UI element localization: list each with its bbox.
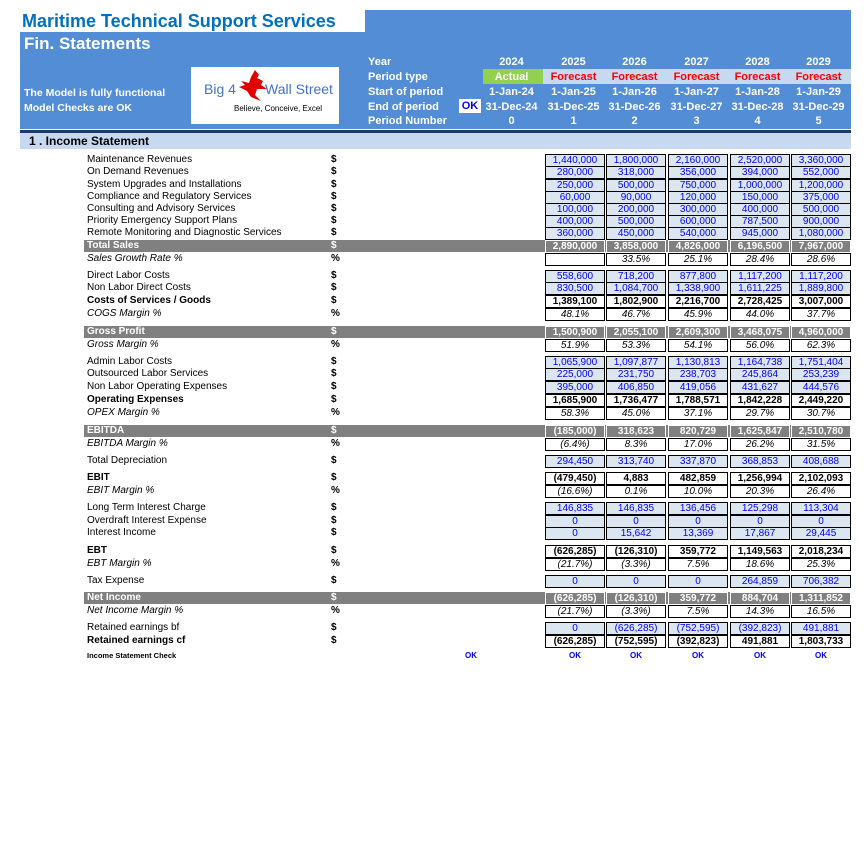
row-label: Priority Emergency Support Plans xyxy=(87,215,238,226)
table-cell[interactable]: 787,500 xyxy=(730,215,790,228)
row-label: EBITDA Margin % xyxy=(87,438,168,449)
table-cell[interactable]: 877,800 xyxy=(668,270,728,283)
table-cell: 2,216,700 xyxy=(668,295,728,308)
table-cell[interactable]: 294,450 xyxy=(545,455,605,468)
table-cell: 359,772 xyxy=(668,545,728,558)
period-year-3: 2027 xyxy=(684,56,709,68)
table-cell: (752,595) xyxy=(606,635,666,648)
label-start-period: Start of period xyxy=(368,86,444,98)
logo-text-right: Wall Street xyxy=(265,81,333,97)
table-cell[interactable]: 13,369 xyxy=(668,527,728,540)
table-cell[interactable]: 1,751,404 xyxy=(791,356,851,369)
sheet-title: Fin. Statements xyxy=(24,34,151,53)
table-cell[interactable]: 120,000 xyxy=(668,191,728,204)
row-label: OPEX Margin % xyxy=(87,407,160,418)
table-cell[interactable]: 200,000 xyxy=(606,203,666,216)
table-cell: (6.4%) xyxy=(545,438,605,451)
table-cell: 3,468,075 xyxy=(730,326,790,339)
period-start-4: 1-Jan-28 xyxy=(735,86,780,98)
table-cell[interactable]: 1,164,738 xyxy=(730,356,790,369)
table-cell[interactable]: 225,000 xyxy=(545,368,605,381)
table-cell: 491,881 xyxy=(730,635,790,648)
table-cell[interactable]: 491,881 xyxy=(791,622,851,635)
table-cell[interactable]: 0 xyxy=(545,515,605,528)
table-cell: 1,500,900 xyxy=(545,326,605,339)
table-cell[interactable]: 0 xyxy=(545,622,605,635)
check-ok: OK xyxy=(630,651,642,660)
row-unit: $ xyxy=(331,575,337,586)
table-cell[interactable]: (392,823) xyxy=(730,622,790,635)
period-type-4: Forecast xyxy=(734,71,781,83)
period-start-5: 1-Jan-29 xyxy=(796,86,841,98)
table-cell[interactable]: 0 xyxy=(668,575,728,588)
table-cell: 10.0% xyxy=(668,485,728,498)
row-unit: % xyxy=(331,339,340,350)
table-cell: 7.5% xyxy=(668,605,728,618)
table-cell: 4,826,000 xyxy=(668,240,728,253)
period-year-4: 2028 xyxy=(745,56,770,68)
table-cell[interactable]: 1,117,200 xyxy=(730,270,790,283)
table-cell: 48.1% xyxy=(545,308,605,321)
table-cell[interactable]: 0 xyxy=(668,515,728,528)
table-cell[interactable]: 1,117,200 xyxy=(791,270,851,283)
table-cell[interactable]: 1,200,000 xyxy=(791,179,851,192)
check-ok: OK xyxy=(692,651,704,660)
row-label: EBIT Margin % xyxy=(87,485,155,496)
table-cell: 58.3% xyxy=(545,407,605,420)
table-cell: 884,704 xyxy=(730,592,790,605)
table-cell[interactable]: 0 xyxy=(791,515,851,528)
table-cell: 359,772 xyxy=(668,592,728,605)
table-cell: 1,685,900 xyxy=(545,394,605,407)
table-cell: 46.7% xyxy=(606,308,666,321)
period-year-0: 2024 xyxy=(499,56,524,68)
row-label: Interest Income xyxy=(87,527,156,538)
section-title: 1 . Income Statement xyxy=(29,134,150,148)
table-cell: 17.0% xyxy=(668,438,728,451)
table-cell[interactable]: 1,889,800 xyxy=(791,282,851,295)
table-cell[interactable]: 253,239 xyxy=(791,368,851,381)
row-unit: % xyxy=(331,253,340,264)
table-cell: 33.5% xyxy=(606,253,666,266)
row-label: Overdraft Interest Expense xyxy=(87,515,207,526)
period-year-5: 2029 xyxy=(806,56,831,68)
table-cell[interactable]: 500,000 xyxy=(791,203,851,216)
row-label: Direct Labor Costs xyxy=(87,270,170,281)
table-cell[interactable]: 1,440,000 xyxy=(545,154,605,167)
table-cell: (3.3%) xyxy=(606,605,666,618)
row-label: Total Depreciation xyxy=(87,455,168,466)
table-cell[interactable]: 318,000 xyxy=(606,166,666,179)
table-cell: 7,967,000 xyxy=(791,240,851,253)
table-cell[interactable]: 146,835 xyxy=(606,502,666,515)
table-cell[interactable]: 368,853 xyxy=(730,455,790,468)
table-cell: 14.3% xyxy=(730,605,790,618)
check-overall: OK xyxy=(465,651,477,660)
row-unit: % xyxy=(331,438,340,449)
row-unit: $ xyxy=(331,635,337,646)
table-cell: 26.4% xyxy=(791,485,851,498)
table-cell[interactable]: 431,627 xyxy=(730,381,790,394)
row-label: Outsourced Labor Services xyxy=(87,368,209,379)
table-cell: 37.1% xyxy=(668,407,728,420)
period-end-0: 31-Dec-24 xyxy=(485,101,538,113)
row-unit: $ xyxy=(331,592,337,603)
row-label: EBITDA xyxy=(87,425,125,436)
table-cell[interactable]: 400,000 xyxy=(545,215,605,228)
row-label: Costs of Services / Goods xyxy=(87,295,211,306)
table-cell[interactable]: 3,360,000 xyxy=(791,154,851,167)
section-header xyxy=(20,133,851,149)
table-cell[interactable]: 238,703 xyxy=(668,368,728,381)
table-cell[interactable]: 900,000 xyxy=(791,215,851,228)
table-cell[interactable]: 231,750 xyxy=(606,368,666,381)
period-number-4: 4 xyxy=(754,115,761,127)
table-cell[interactable]: 750,000 xyxy=(668,179,728,192)
table-cell[interactable]: 1,065,900 xyxy=(545,356,605,369)
period-end-4: 31-Dec-28 xyxy=(731,101,784,113)
table-cell: (392,823) xyxy=(668,635,728,648)
table-cell[interactable]: 1,800,000 xyxy=(606,154,666,167)
row-label: EBIT xyxy=(87,472,110,483)
row-unit: $ xyxy=(331,502,337,513)
table-cell[interactable]: 718,200 xyxy=(606,270,666,283)
row-label: EBT xyxy=(87,545,107,556)
row-unit: % xyxy=(331,605,340,616)
check-ok: OK xyxy=(569,651,581,660)
row-label: Net Income xyxy=(87,592,141,603)
table-cell[interactable]: 264,859 xyxy=(730,575,790,588)
table-cell: 482,859 xyxy=(668,472,728,485)
table-cell[interactable]: 500,000 xyxy=(606,215,666,228)
period-type-5: Forecast xyxy=(795,71,842,83)
table-cell: 1,788,571 xyxy=(668,394,728,407)
table-cell: 25.1% xyxy=(668,253,728,266)
table-cell[interactable]: 419,056 xyxy=(668,381,728,394)
table-cell[interactable]: 0 xyxy=(545,575,605,588)
row-label: COGS Margin % xyxy=(87,308,162,319)
table-cell[interactable]: 1,097,877 xyxy=(606,356,666,369)
label-end-period: End of period xyxy=(368,101,439,113)
period-number-2: 2 xyxy=(631,115,638,127)
table-cell[interactable]: 1,080,000 xyxy=(791,227,851,240)
period-number-5: 5 xyxy=(815,115,822,127)
table-cell: 1,625,847 xyxy=(730,425,790,438)
table-cell: (126,310) xyxy=(606,592,666,605)
row-label: Non Labor Operating Expenses xyxy=(87,381,228,392)
table-cell[interactable]: 540,000 xyxy=(668,227,728,240)
label-year: Year xyxy=(368,56,392,68)
table-cell: 4,960,000 xyxy=(791,326,851,339)
table-cell: 6,196,500 xyxy=(730,240,790,253)
table-cell: 1,149,563 xyxy=(730,545,790,558)
table-cell[interactable]: 1,611,225 xyxy=(730,282,790,295)
table-cell[interactable]: (626,285) xyxy=(606,622,666,635)
row-unit: $ xyxy=(331,240,337,251)
table-cell[interactable]: 2,160,000 xyxy=(668,154,728,167)
table-cell: 20.3% xyxy=(730,485,790,498)
table-cell[interactable]: 945,000 xyxy=(730,227,790,240)
table-cell[interactable]: 706,382 xyxy=(791,575,851,588)
period-type-2: Forecast xyxy=(611,71,658,83)
table-cell: 2,102,093 xyxy=(791,472,851,485)
row-label: EBT Margin % xyxy=(87,558,152,569)
table-cell: 4,883 xyxy=(606,472,666,485)
period-type-3: Forecast xyxy=(673,71,720,83)
row-label: Retained earnings cf xyxy=(87,635,186,646)
table-cell[interactable]: 395,000 xyxy=(545,381,605,394)
row-unit: $ xyxy=(331,191,337,202)
label-period-number: Period Number xyxy=(368,115,447,127)
row-label: System Upgrades and Installations xyxy=(87,179,242,190)
row-label: On Demand Revenues xyxy=(87,166,189,177)
row-label: Remote Monitoring and Diagnostic Services xyxy=(87,227,282,238)
company-logo xyxy=(191,67,339,124)
row-unit: $ xyxy=(331,270,337,281)
table-cell[interactable]: 830,500 xyxy=(545,282,605,295)
table-cell: 820,729 xyxy=(668,425,728,438)
table-cell[interactable]: 600,000 xyxy=(668,215,728,228)
row-unit: $ xyxy=(331,545,337,556)
row-unit: $ xyxy=(331,179,337,190)
table-cell: 44.0% xyxy=(730,308,790,321)
row-unit: $ xyxy=(331,394,337,405)
table-cell: 1,311,852 xyxy=(791,592,851,605)
table-cell: 1,389,100 xyxy=(545,295,605,308)
table-cell[interactable]: 1,000,000 xyxy=(730,179,790,192)
table-cell[interactable]: 0 xyxy=(545,527,605,540)
table-cell: (479,450) xyxy=(545,472,605,485)
table-cell: 2,055,100 xyxy=(606,326,666,339)
table-cell[interactable]: 552,000 xyxy=(791,166,851,179)
table-cell: 1,803,733 xyxy=(791,635,851,648)
table-cell: 318,623 xyxy=(606,425,666,438)
row-unit: % xyxy=(331,308,340,319)
end-period-check: OK xyxy=(459,99,481,113)
table-cell[interactable]: 0 xyxy=(606,575,666,588)
table-cell[interactable]: 280,000 xyxy=(545,166,605,179)
row-label: Sales Growth Rate % xyxy=(87,253,183,264)
table-cell[interactable]: 1,084,700 xyxy=(606,282,666,295)
row-label: Compliance and Regulatory Services xyxy=(87,191,252,202)
row-label: Consulting and Advisory Services xyxy=(87,203,236,214)
table-cell[interactable]: 406,850 xyxy=(606,381,666,394)
table-cell[interactable]: 245,864 xyxy=(730,368,790,381)
table-cell: (185,000) xyxy=(545,425,605,438)
table-cell[interactable]: 444,576 xyxy=(791,381,851,394)
table-cell[interactable]: 136,456 xyxy=(668,502,728,515)
table-cell: 28.4% xyxy=(730,253,790,266)
row-label: Retained earnings bf xyxy=(87,622,180,633)
check-ok: OK xyxy=(754,651,766,660)
table-cell: 2,890,000 xyxy=(545,240,605,253)
row-label: Net Income Margin % xyxy=(87,605,184,616)
table-cell: 1,802,900 xyxy=(606,295,666,308)
row-unit: $ xyxy=(331,295,337,306)
row-unit: $ xyxy=(331,356,337,367)
row-unit: $ xyxy=(331,368,337,379)
label-period-type: Period type xyxy=(368,71,428,83)
table-cell: 62.3% xyxy=(791,339,851,352)
table-cell: 30.7% xyxy=(791,407,851,420)
table-cell[interactable]: 300,000 xyxy=(668,203,728,216)
row-label: Long Term Interest Charge xyxy=(87,502,206,513)
row-label: Non Labor Direct Costs xyxy=(87,282,191,293)
table-cell: (21.7%) xyxy=(545,558,605,571)
table-cell: 29.7% xyxy=(730,407,790,420)
row-unit: $ xyxy=(331,326,337,337)
table-cell: 37.7% xyxy=(791,308,851,321)
row-unit: $ xyxy=(331,622,337,633)
check-ok: OK xyxy=(815,651,827,660)
table-cell xyxy=(545,253,605,266)
row-label: Total Sales xyxy=(87,240,140,251)
table-cell[interactable]: 60,000 xyxy=(545,191,605,204)
table-cell[interactable]: 313,740 xyxy=(606,455,666,468)
period-number-3: 3 xyxy=(693,115,700,127)
table-cell: 56.0% xyxy=(730,339,790,352)
table-cell[interactable]: 250,000 xyxy=(545,179,605,192)
table-cell[interactable]: 125,298 xyxy=(730,502,790,515)
table-cell: 51.9% xyxy=(545,339,605,352)
table-cell[interactable]: 400,000 xyxy=(730,203,790,216)
table-cell: 16.5% xyxy=(791,605,851,618)
table-cell[interactable]: 100,000 xyxy=(545,203,605,216)
table-cell: 7.5% xyxy=(668,558,728,571)
table-cell: 54.1% xyxy=(668,339,728,352)
table-cell: (626,285) xyxy=(545,592,605,605)
row-label: Tax Expense xyxy=(87,575,145,586)
table-cell: 25.3% xyxy=(791,558,851,571)
table-cell: 3,007,000 xyxy=(791,295,851,308)
row-unit: $ xyxy=(331,215,337,226)
table-cell: (626,285) xyxy=(545,545,605,558)
company-title: Maritime Technical Support Services xyxy=(22,11,336,31)
table-cell: 26.2% xyxy=(730,438,790,451)
table-cell: (21.7%) xyxy=(545,605,605,618)
table-cell[interactable]: 360,000 xyxy=(545,227,605,240)
table-cell: 45.9% xyxy=(668,308,728,321)
table-cell[interactable]: 17,867 xyxy=(730,527,790,540)
table-cell[interactable]: 150,000 xyxy=(730,191,790,204)
table-cell: (126,310) xyxy=(606,545,666,558)
table-cell[interactable]: 29,445 xyxy=(791,527,851,540)
table-cell: 2,728,425 xyxy=(730,295,790,308)
table-cell: 0.1% xyxy=(606,485,666,498)
table-cell[interactable]: 113,304 xyxy=(791,502,851,515)
table-cell[interactable]: 1,338,900 xyxy=(668,282,728,295)
table-cell[interactable]: 558,600 xyxy=(545,270,605,283)
table-cell: 2,449,220 xyxy=(791,394,851,407)
row-label: Gross Profit xyxy=(87,326,145,337)
table-cell: 2,018,234 xyxy=(791,545,851,558)
period-type-0: Actual xyxy=(494,71,529,83)
table-cell[interactable]: 337,870 xyxy=(668,455,728,468)
period-year-2: 2026 xyxy=(622,56,647,68)
row-label: Maintenance Revenues xyxy=(87,154,193,165)
table-cell: 2,510,780 xyxy=(791,425,851,438)
table-cell[interactable]: 0 xyxy=(730,515,790,528)
table-cell[interactable]: 146,835 xyxy=(545,502,605,515)
row-unit: $ xyxy=(331,227,337,238)
table-cell[interactable]: 500,000 xyxy=(606,179,666,192)
table-cell: 53.3% xyxy=(606,339,666,352)
row-unit: $ xyxy=(331,154,337,165)
table-cell: 1,842,228 xyxy=(730,394,790,407)
table-cell[interactable]: 0 xyxy=(606,515,666,528)
row-unit: $ xyxy=(331,381,337,392)
table-cell[interactable]: 375,000 xyxy=(791,191,851,204)
row-unit: $ xyxy=(331,515,337,526)
model-status: The Model is fully functional xyxy=(24,87,166,99)
table-cell[interactable]: 394,000 xyxy=(730,166,790,179)
table-cell: 3,858,000 xyxy=(606,240,666,253)
period-end-5: 31-Dec-29 xyxy=(792,101,845,113)
table-cell[interactable]: 1,130,813 xyxy=(668,356,728,369)
check-label: Income Statement Check xyxy=(87,651,177,660)
row-unit: % xyxy=(331,407,340,418)
table-cell[interactable]: (752,595) xyxy=(668,622,728,635)
table-cell[interactable]: 356,000 xyxy=(668,166,728,179)
logo-tagline: Believe, Conceive, Excel xyxy=(234,104,323,113)
table-cell[interactable]: 15,642 xyxy=(606,527,666,540)
model-checks-status: Model Checks are OK xyxy=(24,102,132,114)
row-unit: $ xyxy=(331,455,337,466)
table-cell: (626,285) xyxy=(545,635,605,648)
row-unit: $ xyxy=(331,425,337,436)
row-unit: $ xyxy=(331,527,337,538)
row-unit: $ xyxy=(331,203,337,214)
row-unit: $ xyxy=(331,282,337,293)
row-unit: $ xyxy=(331,166,337,177)
period-number-1: 1 xyxy=(570,115,577,127)
period-year-1: 2025 xyxy=(561,56,586,68)
period-start-3: 1-Jan-27 xyxy=(674,86,719,98)
table-cell: (3.3%) xyxy=(606,558,666,571)
table-cell: 2,609,300 xyxy=(668,326,728,339)
table-cell: 1,736,477 xyxy=(606,394,666,407)
row-unit: % xyxy=(331,485,340,496)
table-cell[interactable]: 90,000 xyxy=(606,191,666,204)
table-cell: (16.6%) xyxy=(545,485,605,498)
row-label: Admin Labor Costs xyxy=(87,356,173,367)
period-start-0: 1-Jan-24 xyxy=(489,86,534,98)
table-cell: 45.0% xyxy=(606,407,666,420)
table-cell: 28.6% xyxy=(791,253,851,266)
period-end-1: 31-Dec-25 xyxy=(547,101,600,113)
table-cell: 1,256,994 xyxy=(730,472,790,485)
table-cell[interactable]: 2,520,000 xyxy=(730,154,790,167)
table-cell: 31.5% xyxy=(791,438,851,451)
row-label: Operating Expenses xyxy=(87,394,184,405)
table-cell[interactable]: 408,688 xyxy=(791,455,851,468)
period-end-3: 31-Dec-27 xyxy=(670,101,723,113)
period-start-2: 1-Jan-26 xyxy=(612,86,657,98)
row-label: Gross Margin % xyxy=(87,339,159,350)
table-cell[interactable]: 450,000 xyxy=(606,227,666,240)
row-unit: % xyxy=(331,558,340,569)
period-start-1: 1-Jan-25 xyxy=(551,86,596,98)
row-unit: $ xyxy=(331,472,337,483)
period-end-2: 31-Dec-26 xyxy=(608,101,661,113)
period-type-1: Forecast xyxy=(550,71,597,83)
table-cell: 18.6% xyxy=(730,558,790,571)
table-cell: 8.3% xyxy=(606,438,666,451)
period-number-0: 0 xyxy=(508,115,515,127)
logo-text-left: Big 4 xyxy=(204,81,236,97)
